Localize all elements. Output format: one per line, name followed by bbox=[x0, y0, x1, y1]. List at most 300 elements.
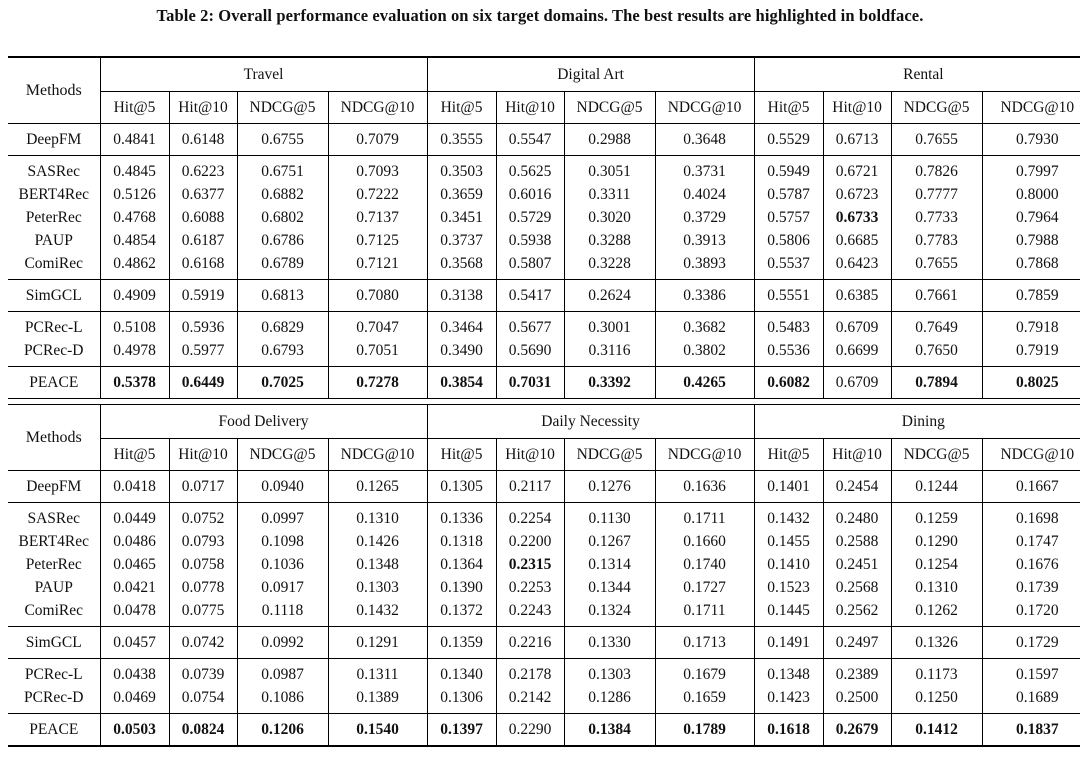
method-name: SASRec bbox=[8, 156, 100, 184]
method-name: PCRec-L bbox=[8, 312, 100, 340]
table-cell: 0.5729 bbox=[496, 206, 564, 229]
table-cell: 0.2624 bbox=[564, 280, 655, 312]
method-name: PeterRec bbox=[8, 553, 100, 576]
table-row bbox=[8, 686, 1080, 714]
table-cell: 0.1711 bbox=[655, 503, 754, 531]
table-cell-best: 0.1397 bbox=[440, 720, 483, 738]
table-cell: 0.2142 bbox=[496, 686, 564, 714]
table-cell: 0.0997 bbox=[237, 503, 328, 531]
table-cell: 0.3729 bbox=[655, 206, 754, 229]
table-cell: 0.5417 bbox=[496, 280, 564, 312]
table-cell: 0.3464 bbox=[427, 312, 496, 340]
table-cell: 0.0992 bbox=[237, 627, 328, 659]
methods-header: Methods bbox=[8, 405, 100, 471]
domain-header: Dining bbox=[754, 405, 1080, 439]
table-cell: 0.4845 bbox=[100, 156, 169, 184]
table-cell: 0.5787 bbox=[754, 183, 823, 206]
table-cell: 0.3138 bbox=[427, 280, 496, 312]
table-cell: 0.1344 bbox=[564, 576, 655, 599]
table-cell bbox=[982, 714, 1080, 747]
table-cell: 0.1254 bbox=[891, 553, 982, 576]
table-cell: 0.2588 bbox=[823, 530, 891, 553]
table-cell-best: 0.1837 bbox=[1016, 720, 1059, 738]
table-cell: 0.6385 bbox=[823, 280, 891, 312]
table-cell: 0.1348 bbox=[754, 659, 823, 687]
table-cell: 0.1291 bbox=[328, 627, 427, 659]
table-cell: 0.1659 bbox=[655, 686, 754, 714]
table-cell: 0.2497 bbox=[823, 627, 891, 659]
table-row bbox=[8, 576, 1080, 599]
method-name: PEACE bbox=[8, 367, 100, 399]
table-cell: 0.6755 bbox=[237, 124, 328, 156]
table-cell: 0.8000 bbox=[1016, 185, 1059, 203]
method-name: PAUP bbox=[8, 229, 100, 252]
table-cell: 0.7930 bbox=[982, 124, 1080, 156]
table-cell: 0.1310 bbox=[891, 576, 982, 599]
domain-header: Daily Necessity bbox=[427, 405, 754, 439]
table-cell: 0.1305 bbox=[427, 471, 496, 503]
table-cell: 0.6168 bbox=[169, 252, 237, 280]
table-cell: 0.0778 bbox=[169, 576, 237, 599]
table-row bbox=[8, 530, 1080, 553]
table-cell: 0.7868 bbox=[1016, 254, 1059, 272]
table-cell: 0.7783 bbox=[891, 229, 982, 252]
table-row bbox=[8, 659, 1080, 687]
table-cell: 0.1303 bbox=[564, 659, 655, 687]
table-cell: 0.7125 bbox=[328, 229, 427, 252]
metric-header: NDCG@10 bbox=[655, 439, 754, 471]
table-cell: 0.1636 bbox=[655, 471, 754, 503]
method-name: PCRec-D bbox=[8, 686, 100, 714]
table-cell: 0.0438 bbox=[100, 659, 169, 687]
table-cell: 0.5677 bbox=[496, 312, 564, 340]
table-cell: 0.1597 bbox=[982, 659, 1080, 687]
table-row bbox=[8, 627, 1080, 659]
method-name: SimGCL bbox=[8, 627, 100, 659]
metric-header: Hit@5 bbox=[100, 92, 169, 124]
table-cell: 0.6088 bbox=[169, 206, 237, 229]
table-cell: 0.0449 bbox=[100, 503, 169, 531]
table-cell: 0.7080 bbox=[328, 280, 427, 312]
metric-header: Hit@5 bbox=[427, 92, 496, 124]
table-row bbox=[8, 206, 1080, 229]
table-cell: 0.3802 bbox=[655, 339, 754, 367]
table-cell: 0.6802 bbox=[237, 206, 328, 229]
table-cell bbox=[100, 367, 169, 399]
table-cell: 0.1445 bbox=[754, 599, 823, 627]
table-cell-best: 0.7278 bbox=[356, 373, 399, 391]
domain-header: Travel bbox=[100, 57, 427, 92]
table-row bbox=[8, 714, 1080, 747]
table-cell: 0.6699 bbox=[823, 339, 891, 367]
table-cell: 0.6793 bbox=[237, 339, 328, 367]
table-cell: 0.3913 bbox=[655, 229, 754, 252]
table-row bbox=[8, 367, 1080, 399]
table-cell: 0.4768 bbox=[100, 206, 169, 229]
table-cell: 0.0418 bbox=[100, 471, 169, 503]
table-cell: 0.2117 bbox=[496, 471, 564, 503]
table-cell: 0.0793 bbox=[169, 530, 237, 553]
table-cell: 0.3451 bbox=[427, 206, 496, 229]
table-row bbox=[8, 183, 1080, 206]
table-cell: 0.1739 bbox=[1016, 578, 1059, 596]
table-cell: 0.7964 bbox=[1016, 208, 1059, 226]
table-cell: 0.0469 bbox=[100, 686, 169, 714]
table-cell: 0.1660 bbox=[655, 530, 754, 553]
table-cell: 0.5757 bbox=[754, 206, 823, 229]
table-cell: 0.5690 bbox=[496, 339, 564, 367]
table-cell: 0.5529 bbox=[754, 124, 823, 156]
table-cell: 0.0752 bbox=[169, 503, 237, 531]
table-cell: 0.7650 bbox=[891, 339, 982, 367]
table-cell: 0.1173 bbox=[891, 659, 982, 687]
table-cell-best: 0.8025 bbox=[1016, 373, 1059, 391]
table-cell: 0.1098 bbox=[237, 530, 328, 553]
table-cell: 0.1259 bbox=[891, 503, 982, 531]
table-cell: 0.7093 bbox=[328, 156, 427, 184]
method-name: SASRec bbox=[8, 503, 100, 531]
table-cell: 0.6685 bbox=[823, 229, 891, 252]
table-cell: 0.5547 bbox=[496, 124, 564, 156]
table-cell: 0.5807 bbox=[496, 252, 564, 280]
method-name: DeepFM bbox=[8, 471, 100, 503]
methods-header: Methods bbox=[8, 57, 100, 124]
metric-header: Hit@5 bbox=[754, 439, 823, 471]
table-cell: 0.0917 bbox=[237, 576, 328, 599]
table-cell: 0.3228 bbox=[564, 252, 655, 280]
table-cell: 0.3555 bbox=[427, 124, 496, 156]
table-cell: 0.1276 bbox=[564, 471, 655, 503]
table-cell: 0.7051 bbox=[328, 339, 427, 367]
table-cell: 0.3116 bbox=[564, 339, 655, 367]
table-cell: 0.0739 bbox=[169, 659, 237, 687]
table-cell: 0.6187 bbox=[169, 229, 237, 252]
table-cell bbox=[982, 367, 1080, 399]
table-cell: 0.1729 bbox=[982, 627, 1080, 659]
metric-header: Hit@5 bbox=[100, 439, 169, 471]
table-cell-best: 0.0824 bbox=[181, 720, 225, 738]
table-cell: 0.3659 bbox=[427, 183, 496, 206]
table-cell: 0.6016 bbox=[496, 183, 564, 206]
table-cell: 0.1720 bbox=[1016, 601, 1059, 619]
table-cell: 0.3731 bbox=[655, 156, 754, 184]
table-cell-best: 0.0503 bbox=[113, 720, 156, 738]
table-cell-best: 0.1618 bbox=[767, 720, 810, 738]
table-cell: 0.4854 bbox=[100, 229, 169, 252]
table-cell: 0.3503 bbox=[427, 156, 496, 184]
table-row bbox=[8, 229, 1080, 252]
table-cell: 0.5108 bbox=[100, 312, 169, 340]
table-cell: 0.4841 bbox=[100, 124, 169, 156]
metric-header: NDCG@10 bbox=[328, 92, 427, 124]
table-cell: 0.3490 bbox=[427, 339, 496, 367]
table-cell: 0.6377 bbox=[169, 183, 237, 206]
table-cell: 0.7047 bbox=[328, 312, 427, 340]
table-cell: 0.6709 bbox=[823, 367, 891, 399]
table-cell-best: 0.1384 bbox=[588, 720, 631, 738]
table-cell-best: 0.3854 bbox=[440, 373, 483, 391]
results-table-top bbox=[8, 56, 1080, 399]
table-cell: 0.1740 bbox=[655, 553, 754, 576]
table-cell: 0.3288 bbox=[564, 229, 655, 252]
table-cell: 0.1359 bbox=[427, 627, 496, 659]
table-cell: 0.2290 bbox=[496, 714, 564, 747]
table-cell: 0.7997 bbox=[982, 156, 1080, 184]
table-cell: 0.1314 bbox=[564, 553, 655, 576]
metric-header: NDCG@5 bbox=[237, 439, 328, 471]
table-cell: 0.2178 bbox=[496, 659, 564, 687]
table-cell: 0.7222 bbox=[328, 183, 427, 206]
table-cell: 0.1244 bbox=[891, 471, 982, 503]
table-cell: 0.7655 bbox=[891, 252, 982, 280]
table-cell: 0.2454 bbox=[823, 471, 891, 503]
table-cell: 0.7777 bbox=[891, 183, 982, 206]
method-name: PEACE bbox=[8, 714, 100, 747]
table-cell bbox=[328, 714, 427, 747]
domain-header: Food Delivery bbox=[100, 405, 427, 439]
table-cell: 0.1713 bbox=[655, 627, 754, 659]
table-cell: 0.3737 bbox=[427, 229, 496, 252]
table-cell: 0.2243 bbox=[496, 599, 564, 627]
table-cell: 0.0775 bbox=[169, 599, 237, 627]
metric-header: Hit@10 bbox=[496, 439, 564, 471]
table-cell-best: 0.7031 bbox=[508, 373, 552, 391]
metric-header: NDCG@5 bbox=[564, 439, 655, 471]
table-cell: 0.6148 bbox=[169, 124, 237, 156]
table-row bbox=[8, 124, 1080, 156]
table-row bbox=[8, 252, 1080, 280]
table-cell: 0.7649 bbox=[891, 312, 982, 340]
table-cell bbox=[891, 714, 982, 747]
table-cell: 0.1310 bbox=[328, 503, 427, 531]
table-cell: 0.3311 bbox=[564, 183, 655, 206]
table-cell: 0.4862 bbox=[100, 252, 169, 280]
method-name: SimGCL bbox=[8, 280, 100, 312]
table-cell: 0.7655 bbox=[891, 124, 982, 156]
table-cell-best: 0.1540 bbox=[356, 720, 399, 738]
table-cell: 0.7859 bbox=[982, 280, 1080, 312]
table-cell: 0.6713 bbox=[823, 124, 891, 156]
table-cell: 0.1679 bbox=[655, 659, 754, 687]
table-cell: 0.5483 bbox=[754, 312, 823, 340]
table-cell: 0.1432 bbox=[754, 503, 823, 531]
method-name: ComiRec bbox=[8, 599, 100, 627]
table-cell: 0.3020 bbox=[564, 206, 655, 229]
table-cell-best: 0.6733 bbox=[835, 208, 879, 226]
table-row bbox=[8, 280, 1080, 312]
metric-header: Hit@5 bbox=[427, 439, 496, 471]
table-cell: 0.5936 bbox=[169, 312, 237, 340]
table-cell: 0.1326 bbox=[891, 627, 982, 659]
table-cell: 0.6882 bbox=[237, 183, 328, 206]
table-cell: 0.2389 bbox=[823, 659, 891, 687]
table-cell: 0.5806 bbox=[754, 229, 823, 252]
table-cell: 0.2254 bbox=[496, 503, 564, 531]
method-name: DeepFM bbox=[8, 124, 100, 156]
table-cell: 0.1523 bbox=[754, 576, 823, 599]
table-cell: 0.1286 bbox=[564, 686, 655, 714]
table-cell: 0.0457 bbox=[100, 627, 169, 659]
table-cell-best: 0.7025 bbox=[261, 373, 304, 391]
table-cell-best: 0.7894 bbox=[915, 373, 958, 391]
table-cell-best: 0.6082 bbox=[767, 373, 810, 391]
table-cell: 0.0465 bbox=[100, 553, 169, 576]
table-cell: 0.7733 bbox=[891, 206, 982, 229]
table-cell: 0.2562 bbox=[823, 599, 891, 627]
table-cell: 0.0421 bbox=[100, 576, 169, 599]
metric-header: NDCG@5 bbox=[891, 439, 982, 471]
table-cell: 0.1667 bbox=[982, 471, 1080, 503]
method-name: BERT4Rec bbox=[8, 183, 100, 206]
table-cell-best: 0.2679 bbox=[835, 720, 879, 738]
table-cell: 0.2253 bbox=[496, 576, 564, 599]
table-cell: 0.1318 bbox=[427, 530, 496, 553]
table-cell: 0.7079 bbox=[328, 124, 427, 156]
table-cell bbox=[823, 206, 891, 229]
table-cell: 0.1689 bbox=[1016, 688, 1059, 706]
table-cell: 0.2500 bbox=[823, 686, 891, 714]
table-cell: 0.5938 bbox=[496, 229, 564, 252]
table-cell: 0.1086 bbox=[237, 686, 328, 714]
table-cell: 0.1118 bbox=[237, 599, 328, 627]
domain-header: Rental bbox=[754, 57, 1080, 92]
table-cell bbox=[754, 714, 823, 747]
table-cell: 0.7121 bbox=[328, 252, 427, 280]
table-cell: 0.1348 bbox=[328, 553, 427, 576]
table-cell: 0.5625 bbox=[496, 156, 564, 184]
table-cell: 0.1336 bbox=[427, 503, 496, 531]
table-cell bbox=[754, 367, 823, 399]
table-cell-best: 0.1206 bbox=[261, 720, 304, 738]
table-cell: 0.0486 bbox=[100, 530, 169, 553]
table-cell: 0.6723 bbox=[823, 183, 891, 206]
table-cell: 0.1747 bbox=[1016, 532, 1059, 550]
metric-header: Hit@10 bbox=[823, 439, 891, 471]
table-cell-best: 0.1789 bbox=[683, 720, 726, 738]
table-cell: 0.1311 bbox=[328, 659, 427, 687]
metric-header: Hit@10 bbox=[169, 439, 237, 471]
table-cell: 0.1426 bbox=[328, 530, 427, 553]
table-cell bbox=[237, 367, 328, 399]
table-cell: 0.6813 bbox=[237, 280, 328, 312]
table-cell: 0.6223 bbox=[169, 156, 237, 184]
metric-header: Hit@10 bbox=[496, 92, 564, 124]
table-cell: 0.1267 bbox=[564, 530, 655, 553]
metric-header: Hit@10 bbox=[169, 92, 237, 124]
table-cell bbox=[496, 553, 564, 576]
table-row bbox=[8, 156, 1080, 184]
metric-header: NDCG@5 bbox=[891, 92, 982, 124]
table-cell: 0.3893 bbox=[655, 252, 754, 280]
table-cell: 0.0742 bbox=[169, 627, 237, 659]
table-cell: 0.6829 bbox=[237, 312, 328, 340]
table-cell: 0.0754 bbox=[169, 686, 237, 714]
table-cell: 0.0478 bbox=[100, 599, 169, 627]
table-cell-best: 0.1412 bbox=[915, 720, 958, 738]
table-cell: 0.5919 bbox=[169, 280, 237, 312]
table-cell: 0.0758 bbox=[169, 553, 237, 576]
table-cell: 0.6721 bbox=[823, 156, 891, 184]
table-cell: 0.6789 bbox=[237, 252, 328, 280]
table-row bbox=[8, 471, 1080, 503]
method-name: PCRec-L bbox=[8, 659, 100, 687]
table-cell bbox=[564, 714, 655, 747]
table-cell bbox=[169, 367, 237, 399]
table-cell: 0.3568 bbox=[427, 252, 496, 280]
table-cell: 0.1250 bbox=[891, 686, 982, 714]
table-cell: 0.1410 bbox=[754, 553, 823, 576]
table-cell: 0.3051 bbox=[564, 156, 655, 184]
table-cell bbox=[237, 714, 328, 747]
table-cell: 0.7988 bbox=[1016, 231, 1059, 249]
table-cell: 0.1676 bbox=[1016, 555, 1059, 573]
table-cell: 0.1401 bbox=[754, 471, 823, 503]
table-cell bbox=[891, 367, 982, 399]
table-cell: 0.1306 bbox=[427, 686, 496, 714]
table-caption: Table 2: Overall performance evaluation on six target domains. The best results are highlighted in boldface. bbox=[156, 6, 924, 25]
table-cell: 0.7661 bbox=[891, 280, 982, 312]
table-cell: 0.5949 bbox=[754, 156, 823, 184]
table-cell bbox=[496, 367, 564, 399]
table-cell: 0.1389 bbox=[328, 686, 427, 714]
table-cell: 0.5977 bbox=[169, 339, 237, 367]
metric-header: NDCG@10 bbox=[982, 92, 1080, 124]
table-row bbox=[8, 553, 1080, 576]
table-cell-best: 0.6449 bbox=[181, 373, 225, 391]
table-cell bbox=[427, 367, 496, 399]
method-name: PeterRec bbox=[8, 206, 100, 229]
table-cell: 0.2568 bbox=[823, 576, 891, 599]
table-cell: 0.1432 bbox=[328, 599, 427, 627]
table-cell: 0.1491 bbox=[754, 627, 823, 659]
table-cell-best: 0.2315 bbox=[508, 555, 552, 573]
table-cell: 0.4978 bbox=[100, 339, 169, 367]
table-cell bbox=[823, 714, 891, 747]
table-row bbox=[8, 339, 1080, 367]
method-name: PAUP bbox=[8, 576, 100, 599]
method-name: ComiRec bbox=[8, 252, 100, 280]
table-cell: 0.1290 bbox=[891, 530, 982, 553]
table-cell: 0.3682 bbox=[655, 312, 754, 340]
domain-header: Digital Art bbox=[427, 57, 754, 92]
table-row bbox=[8, 312, 1080, 340]
table-cell: 0.1324 bbox=[564, 599, 655, 627]
table-cell: 0.6709 bbox=[823, 312, 891, 340]
metric-header: NDCG@10 bbox=[655, 92, 754, 124]
table-cell: 0.2480 bbox=[823, 503, 891, 531]
metric-header: NDCG@10 bbox=[328, 439, 427, 471]
table-cell: 0.1262 bbox=[891, 599, 982, 627]
table-row bbox=[8, 599, 1080, 627]
table-cell: 0.1390 bbox=[427, 576, 496, 599]
table-cell bbox=[564, 367, 655, 399]
table-cell bbox=[427, 714, 496, 747]
table-cell: 0.2200 bbox=[496, 530, 564, 553]
table-cell: 0.2451 bbox=[823, 553, 891, 576]
table-cell: 0.1130 bbox=[564, 503, 655, 531]
table-cell: 0.7137 bbox=[328, 206, 427, 229]
method-name: PCRec-D bbox=[8, 339, 100, 367]
table-cell: 0.5537 bbox=[754, 252, 823, 280]
method-name: BERT4Rec bbox=[8, 530, 100, 553]
table-cell: 0.4024 bbox=[655, 183, 754, 206]
results-table-bottom bbox=[8, 404, 1080, 747]
metric-header: Hit@5 bbox=[754, 92, 823, 124]
table-cell: 0.1698 bbox=[982, 503, 1080, 531]
table-cell: 0.7826 bbox=[891, 156, 982, 184]
table-cell: 0.7919 bbox=[1016, 341, 1059, 359]
table-cell: 0.6786 bbox=[237, 229, 328, 252]
